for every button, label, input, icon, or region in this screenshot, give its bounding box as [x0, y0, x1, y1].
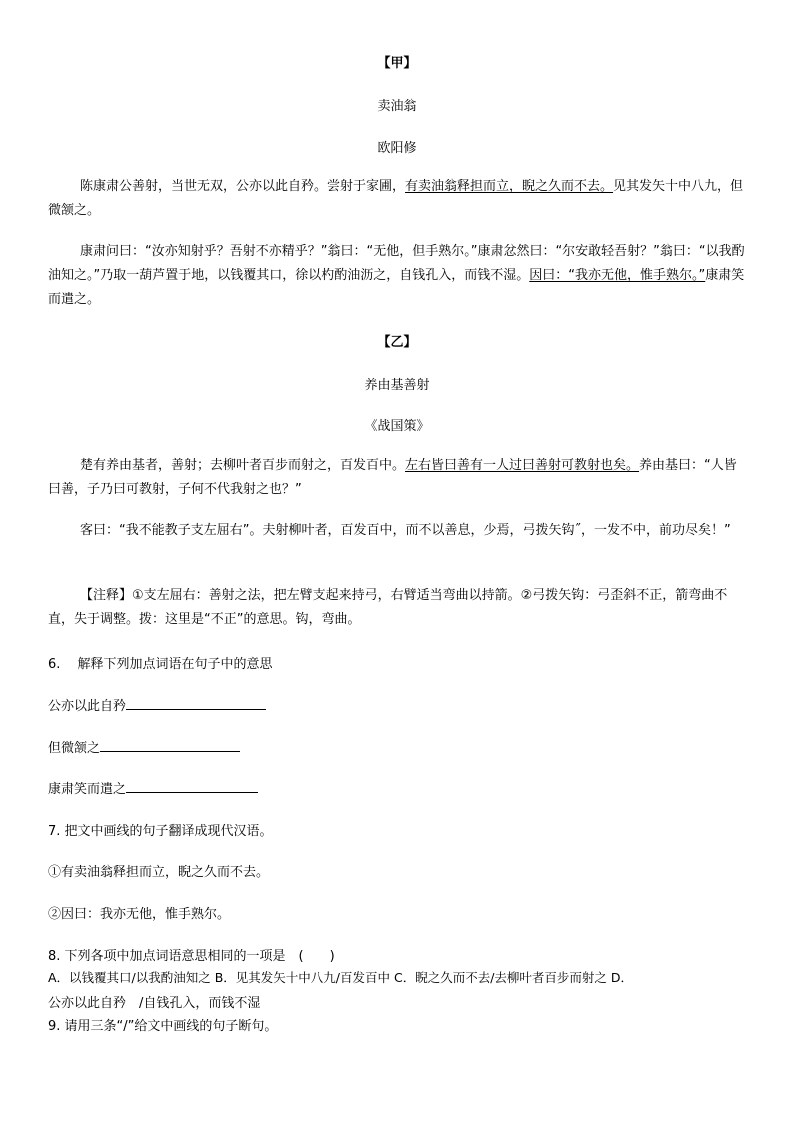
- q6-answer-blank-1[interactable]: [126, 697, 266, 710]
- q7-prompt: 7. 把文中画线的句子翻译成现代汉语。: [48, 824, 273, 839]
- passage-b-p1-text-end: 养由基曰：“人皆曰善，子乃曰可教射，子何不代我射之也？”: [48, 458, 737, 497]
- passage-a-tag: 【甲】: [377, 56, 417, 71]
- q6-item-3-text: 康肃笑而遣之: [48, 782, 127, 797]
- q8-options-line-2: 公亦以此自矜 /自钱孔入，而钱不湿: [48, 996, 261, 1011]
- q6-item-1: [48, 695, 266, 714]
- q7-sentence-2: ②因曰：我亦无他，惟手熟尔。: [48, 907, 231, 922]
- passage-a-p1-text: 陈康肃公善射，当世无双，公亦以此自矜。尝射于家圃，: [80, 179, 406, 194]
- q9-prompt: 9. 请用三条“/”给文中画线的句子断句。: [48, 1019, 278, 1034]
- q7-sentence-1: ①有卖油翁释担而立，睨之久而不去。: [48, 865, 270, 880]
- passage-a-paragraph-2: [48, 240, 748, 312]
- passage-b-tag: 【乙】: [377, 335, 417, 350]
- q6-item-2-text: 但微颔之: [48, 741, 101, 756]
- q8-prompt: 8. 下列各项中加点词语意思相同的一项是 ( ): [48, 949, 335, 964]
- passage-a-title: 卖油翁: [377, 99, 417, 114]
- passage-b-paragraph-2: 客曰：“我不能教子支左屈右”。夫射柳叶者，百发百中，而不以善息，少焉，弓拨矢钩˝，一发不中，前功尽矣！”: [80, 523, 731, 538]
- q6-answer-blank-3[interactable]: [126, 780, 258, 793]
- passage-a-author: 欧阳修: [377, 141, 417, 156]
- q6-prompt: 6. 解释下列加点词语在句子中的意思: [48, 657, 273, 672]
- passage-a-paragraph-1: [48, 175, 748, 223]
- passage-b-p1-text: 楚有养由基者，善射；去柳叶者百步而射之，百发百中。: [80, 458, 406, 473]
- passage-a-p2-text: 康肃问曰：“汝亦知射乎？吾射不亦精乎？”翁曰：“无他，但手熟尔。”康肃忿然曰：“尔安敢轻吾射？”翁曰：“以我酌油知之。”乃取一葫芦置于地，以钱覆其口，徐以杓酌油沥之，自钱孔入，而钱不湿。: [48, 244, 745, 283]
- passage-b-paragraph-1: [48, 454, 748, 502]
- q6-answer-blank-2[interactable]: [100, 739, 240, 752]
- passage-a-p1-underlined: 有卖油翁释担而立，睨之久而不去。: [405, 179, 614, 194]
- q6-item-3: [48, 778, 258, 797]
- q6-item-2: [48, 737, 240, 756]
- passage-b-note: 【注释】①支左屈右：善射之法，把左臂支起来持弓，右臂适当弯曲以持箭。②弓拨矢钩：弓歪斜不正，箭弯曲不直，失于调整。拨：这里是“不正”的意思。钩，弯曲。: [48, 588, 728, 627]
- passage-b-p1-underlined: 左右皆曰善有一人过曰善射可教射也矣。: [405, 458, 640, 473]
- q6-item-1-text: 公亦以此自矜: [48, 699, 127, 714]
- passage-b-source: 《战国策》: [364, 419, 430, 434]
- passage-a-p2-underlined: 因曰：“我亦无他，惟手熟尔。”: [529, 268, 706, 283]
- passage-b-title: 养由基善射: [364, 378, 430, 393]
- passage-a-p2-text-end: 康肃笑而遣之。: [48, 268, 745, 307]
- q8-options-line-1: A．以钱覆其口/以我酌油知之 B．见其发矢十中八九/百发百中 C．睨之久而不去/去柳叶者百步而射之 D．: [48, 970, 634, 985]
- passage-a-p1-text-end: 见其发矢十中八九，但微颔之。: [48, 179, 744, 218]
